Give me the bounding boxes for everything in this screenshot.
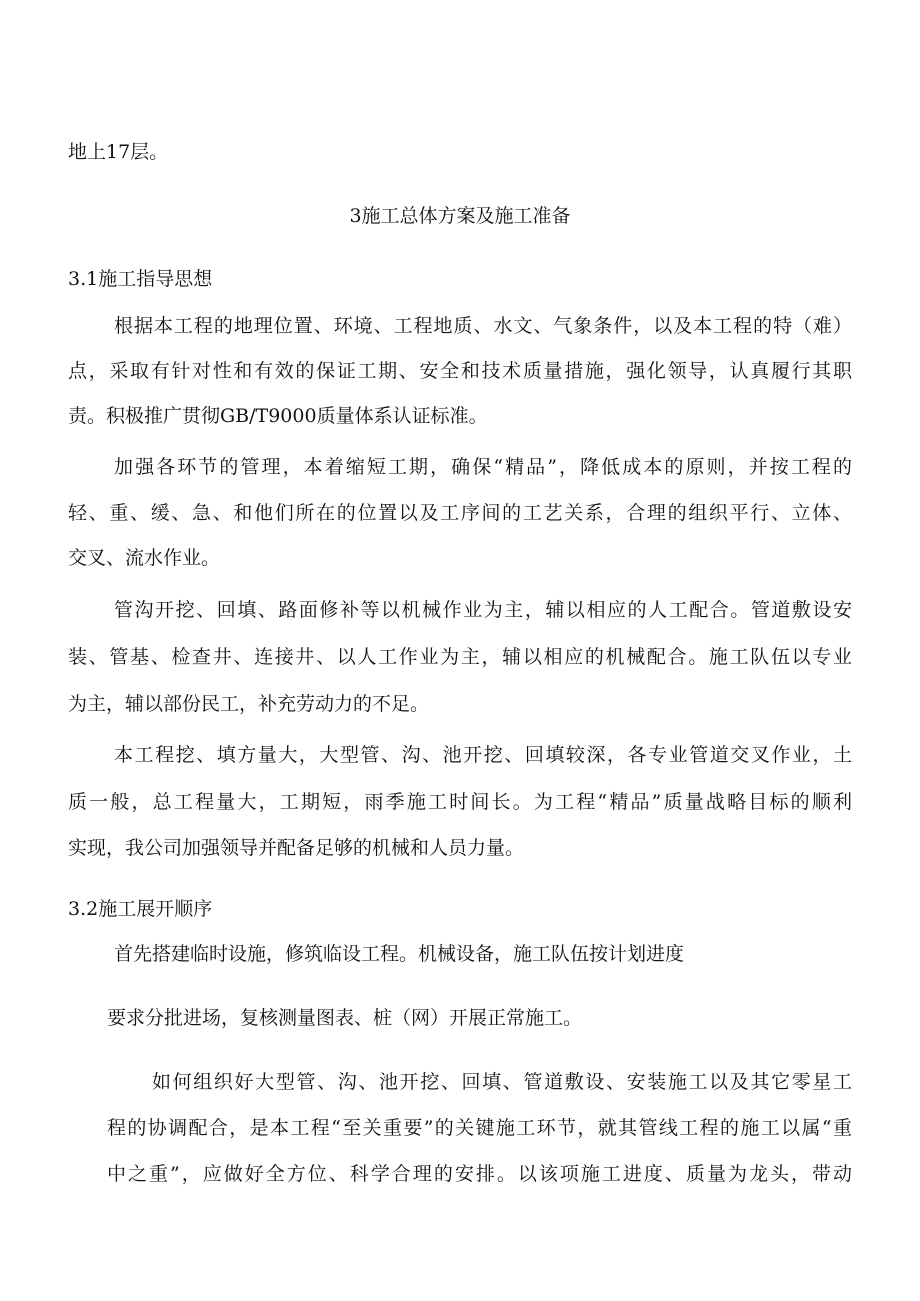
paragraph-line: 程的协调配合，是本工程“至关重要”的关键施工环节，就其管线工程的施工以属“重: [107, 1117, 852, 1139]
paragraph-line: 中之重”，应做好全方位、科学合理的安排。以该项施工进度、质量为龙头，带动: [107, 1163, 852, 1185]
paragraph-line: 为主，辅以部份民工，补充劳动力的不足。: [68, 693, 430, 715]
paragraph-deployment-1: 首先搭建临时设施，修筑临设工程。机械设备，施工队伍按计划进度: [114, 943, 685, 965]
paragraph-line: 交叉、流水作业。: [68, 547, 221, 569]
section-heading-3-2: 3.2施工展开顺序: [68, 898, 213, 920]
chapter-title: 3施工总体方案及施工准备: [349, 205, 571, 227]
paragraph-line: 本工程挖、填方量大，大型管、沟、池开挖、回填较深，各专业管道交叉作业，土: [114, 744, 852, 766]
section-heading-3-1: 3.1施工指导思想: [68, 268, 213, 290]
paragraph-line: 轻、重、缓、急、和他们所在的位置以及工序间的工艺关系，合理的组织平行、立体、: [68, 502, 852, 524]
paragraph-line: 根据本工程的地理位置、环境、工程地质、水文、气象条件，以及本工程的特（难）: [114, 315, 852, 337]
paragraph-line: 质一般，总工程量大，工期短，雨季施工时间长。为工程“精品”质量战略目标的顺利: [68, 791, 852, 813]
paragraph-line: 管沟开挖、回填、路面修补等以机械作业为主，辅以相应的人工配合。管道敷设安: [114, 599, 852, 621]
paragraph-deployment-2: 要求分批进场，复核测量图表、桩（网）开展正常施工。: [107, 1007, 583, 1029]
paragraph-line: 点，采取有针对性和有效的保证工期、安全和技术质量措施，强化领导，认真履行其职: [68, 360, 852, 382]
continuation-text: 地上17层。: [68, 141, 169, 163]
paragraph-line: 实现，我公司加强领导并配备足够的机械和人员力量。: [68, 837, 525, 859]
paragraph-line: 如何组织好大型管、沟、池开挖、回填、管道敷设、安装施工以及其它零星工: [152, 1071, 852, 1093]
paragraph-line: 责。积极推广贯彻GB/T9000质量体系认证标准。: [68, 405, 488, 427]
paragraph-line: 加强各环节的管理，本着缩短工期，确保“精品”，降低成本的原则，并按工程的: [114, 456, 852, 478]
paragraph-line: 装、管基、检查井、连接井、以人工作业为主，辅以相应的机械配合。施工队伍以专业: [68, 646, 852, 668]
